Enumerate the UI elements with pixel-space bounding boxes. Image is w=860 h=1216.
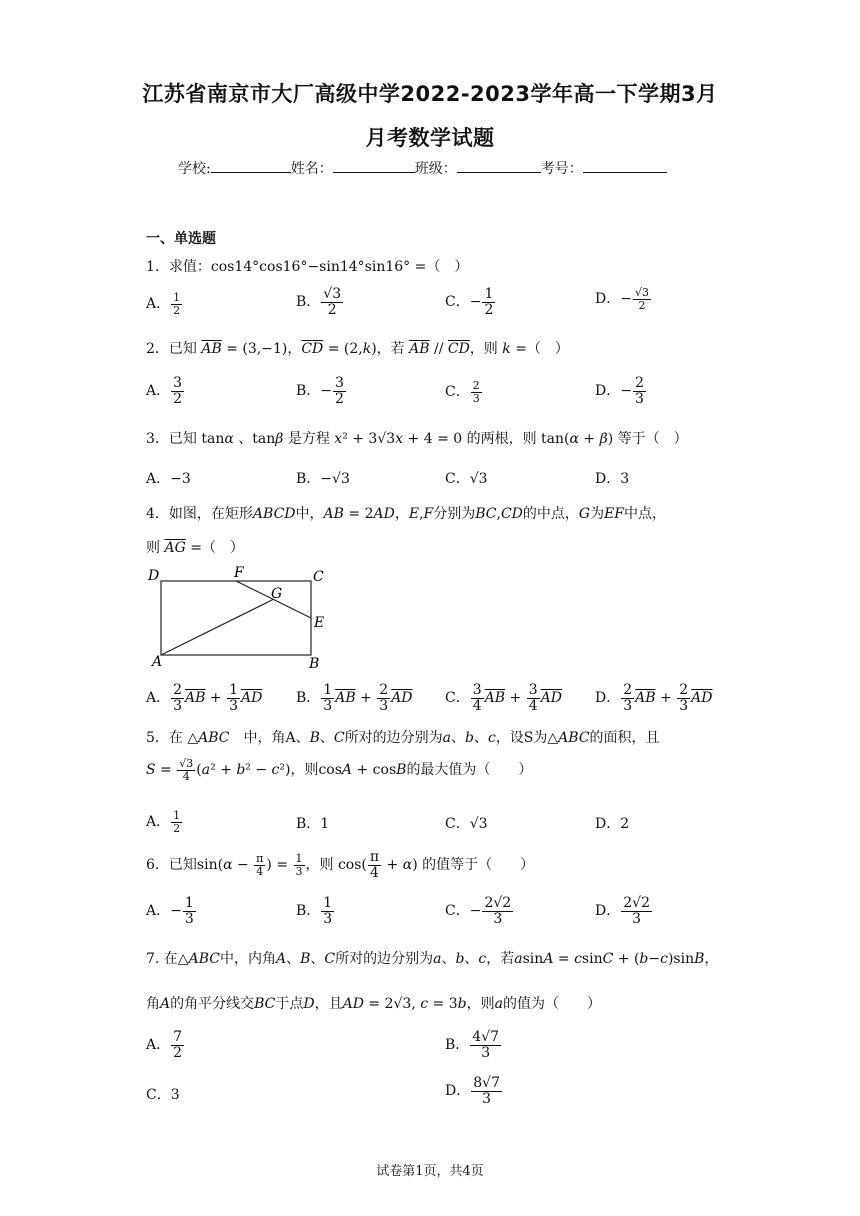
student-info [178,158,667,178]
question-2-stem: 2．已知 $\overline{AB} = (3,-1)$，$\overline{CD} = (2,k)$，若 $\overline{AB} // \overline{CD}$，则 k =（ ） [146,341,569,357]
q3-option-d[interactable]: D．3 [595,471,630,487]
question-4-stem-2: 则 $\overline{AG}$ =（ ） [146,540,244,556]
question-5-stem: 5．在 △ABC 中，角A、B、C所对的边分别为a、b、c，设S为△ABC的面积，且 [146,730,660,746]
q3-option-c[interactable]: C．√3 [445,471,488,487]
question-3-stem: 3．已知 tanα 、tanβ 是方程 x² + 3√3x + 4 = 0 的两根，则 tan(α + β) 等于（ ） [146,431,688,447]
q6-option-a[interactable]: A．− $\frac{1}{3}$ [146,895,194,927]
title-line-2: 月考数学试题 [365,126,495,150]
question-4-stem: 4．如图，在矩形ABCD中，AB = 2AD，E,F分别为BC,CD的中点，G为EF中点， [146,506,667,522]
q1-option-a[interactable]: A． $\frac{1}{2}$ [146,291,181,317]
q1-option-c[interactable]: C．− $\frac{1}{2}$ [445,286,494,318]
label-b: B [309,656,320,672]
label-c: C [313,569,324,585]
class-field[interactable] [457,160,541,173]
q1-option-d[interactable]: D．− $\frac{√3}{2}$ [595,286,649,312]
q2-option-c[interactable]: C． $\frac{2}{3}$ [445,379,480,405]
q5-option-b[interactable]: B．1 [296,816,330,832]
label-a: A [152,654,163,670]
q7-option-a[interactable]: A． $\frac{7}{2}$ [146,1029,183,1061]
q6-option-c[interactable]: C．− $\frac{2√2}{3}$ [445,895,512,927]
title-line-1: 江苏省南京市大厂高级中学2022-2023学年高一下学期3月 [142,82,718,106]
label-f: F [234,565,244,581]
school-field[interactable] [211,160,291,173]
page-footer: 试卷第1页，共4页 [376,1164,484,1179]
q4-option-d[interactable]: D． $\frac{2}{3}$ $\overline{AB}$ + $\frac{2}{3}$ $\overline{AD}$ [595,682,713,714]
question-7-stem-2: 角A的角平分线交BC于点D，且AD = 2√3, c = 3b，则a的值为（ ） [146,996,601,1012]
q2-option-a[interactable]: A． $\frac{3}{2}$ [146,375,183,407]
q3-option-a[interactable]: A．−3 [146,471,191,487]
rectangle-figure [144,564,344,672]
label-e: E [314,615,325,631]
q5-option-a[interactable]: A． $\frac{1}{2}$ [146,809,181,835]
q1-option-b[interactable]: B． $\frac{√3}{2}$ [296,286,342,318]
segment-ag [161,599,274,655]
q4-option-c[interactable]: C． $\frac{3}{4}$ $\overline{AB}$ + $\frac{3}{4}$ $\overline{AD}$ [445,682,562,714]
q2-option-d[interactable]: D．− $\frac{2}{3}$ [595,375,644,407]
q5-option-c[interactable]: C．√3 [445,816,488,832]
label-g: G [271,586,283,602]
name-field[interactable] [333,160,415,173]
q4-option-a[interactable]: A． $\frac{2}{3}$ $\overline{AB}$ + $\frac{1}{3}$ $\overline{AD}$ [146,682,263,714]
exam-no-field[interactable] [583,160,667,173]
question-6-stem: 6．已知sin(α − $\frac{\pi}{4}$ ) = $\frac{1}{3}$ ，则 cos( $\frac{\pi}{4}$ + α) 的值等于（ ） [146,849,535,881]
q7-option-b[interactable]: B． $\frac{4√7}{3}$ [445,1029,500,1061]
exam-no-label: 考号： [540,161,583,177]
q7-option-c[interactable]: C．3 [146,1087,180,1103]
class-label: 班级： [414,161,457,177]
q2-option-b[interactable]: B．− $\frac{3}{2}$ [296,375,344,407]
school-label: 学校: [178,161,211,177]
q6-option-b[interactable]: B． $\frac{1}{3}$ [296,895,333,927]
q5-option-d[interactable]: D．2 [595,816,630,832]
question-1-stem: 1．求值：cos14°cos16°−sin14°sin16° =（ ） [146,259,469,275]
question-7-stem: 7. 在△ABC中，内角A、B、C所对的边分别为a、b、c，若asinA = csinC + (b−c)sinB， [146,951,719,967]
section-heading: 一、单选题 [146,231,216,247]
q4-option-b[interactable]: B． $\frac{1}{3}$ $\overline{AB}$ + $\frac{2}{3}$ $\overline{AD}$ [296,682,413,714]
q6-option-d[interactable]: D． $\frac{2√2}{3}$ [595,895,650,927]
name-label: 姓名： [290,161,333,177]
question-5-stem-2: S = $\frac{√3}{4}$ (a² + b² − c²)，则cosA + cosB的最大值为（ ） [146,757,533,783]
q7-option-d[interactable]: D． $\frac{8√7}{3}$ [445,1075,500,1107]
q3-option-b[interactable]: B．−√3 [296,471,350,487]
label-d: D [148,568,160,584]
